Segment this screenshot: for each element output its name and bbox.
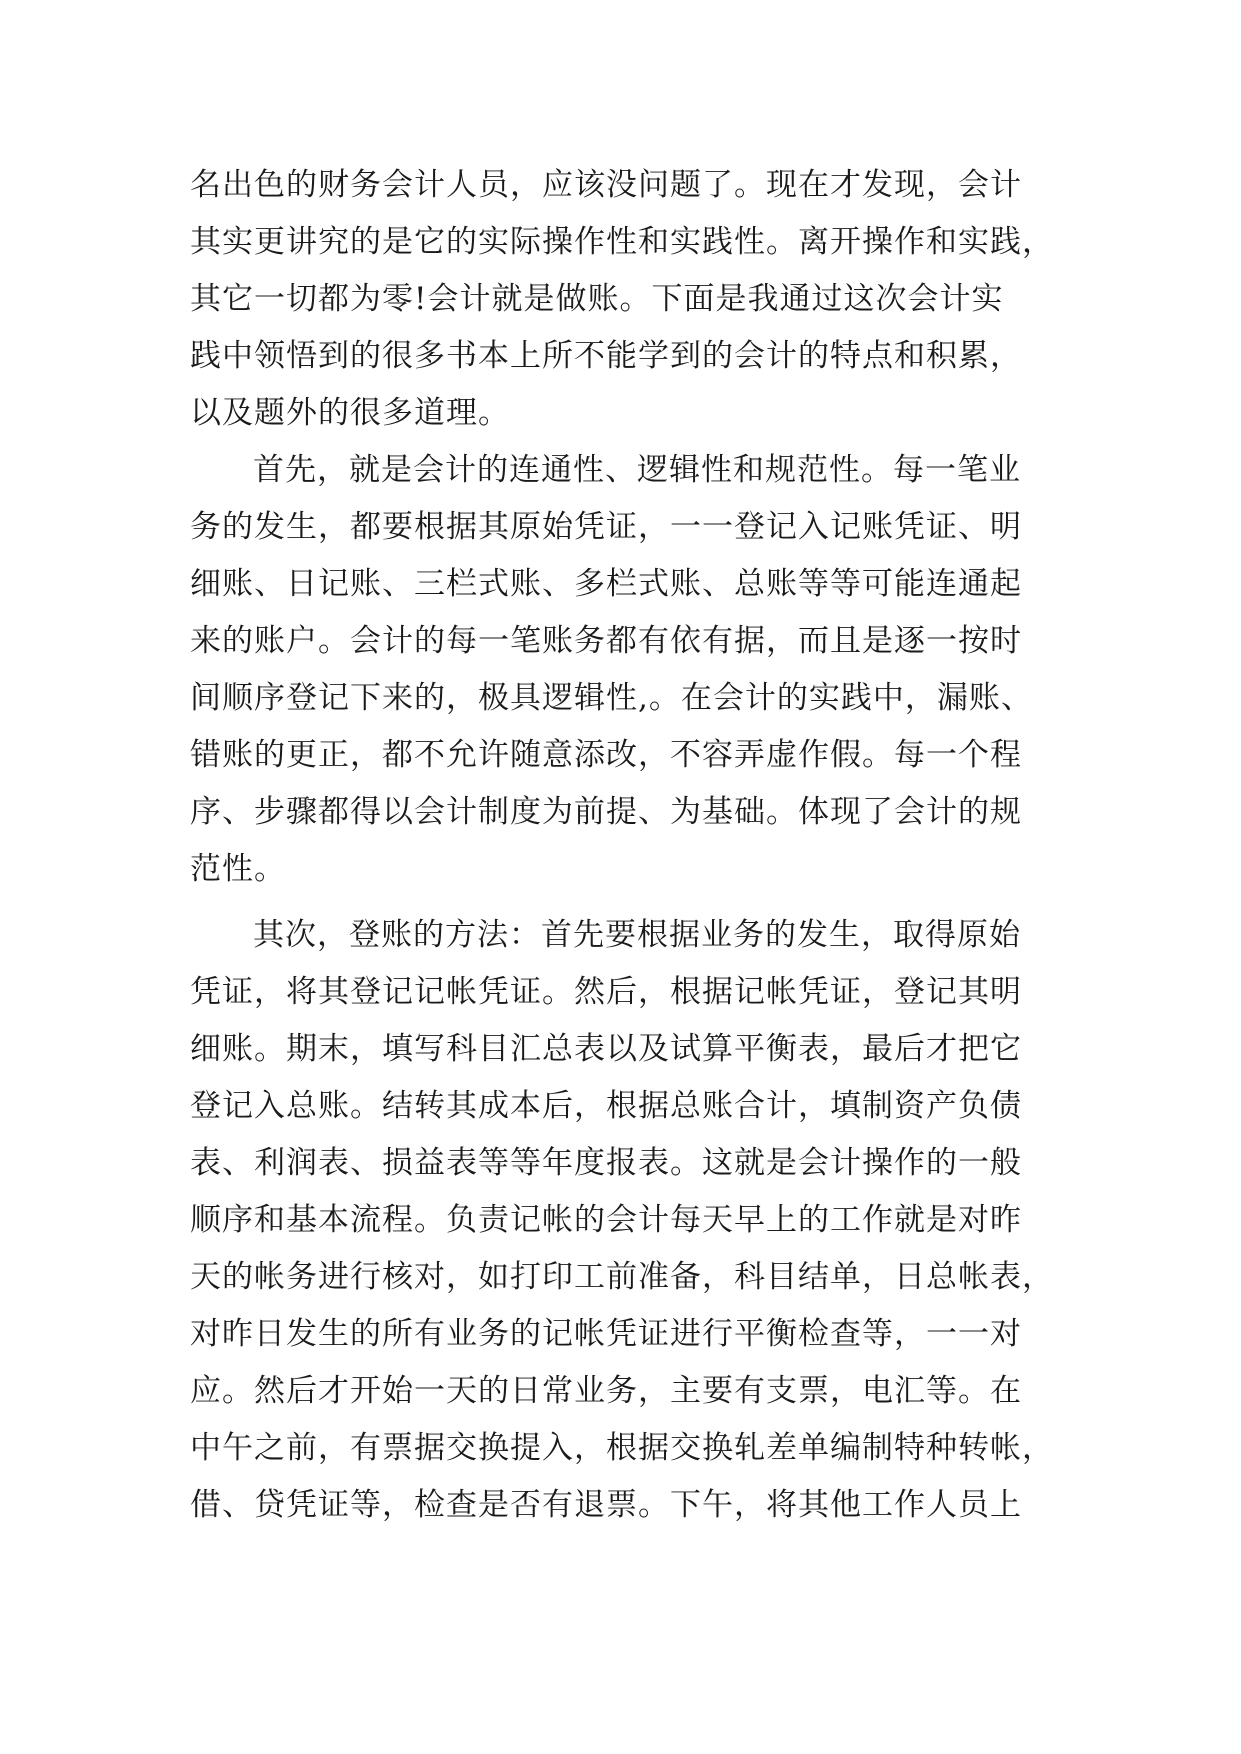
- text-line: 践中领悟到的很多书本上所不能学到的会计的特点和积累，: [190, 338, 1022, 374]
- text-line: 借、贷凭证等，检查是否有退票。下午，将其他工作人员上: [190, 1487, 1022, 1523]
- text-line: 天的帐务进行核对，如打印工前准备，科目结单，日总帐表，: [190, 1259, 1054, 1295]
- text-line: 其次，登账的方法：首先要根据业务的发生，取得原始: [253, 917, 1021, 953]
- text-line: 凭证，将其登记记帐凭证。然后，根据记帐凭证，登记其明: [190, 974, 1022, 1010]
- text-line: 登记入总账。结转其成本后，根据总账合计，填制资产负债: [190, 1088, 1022, 1124]
- text-line: 务的发生，都要根据其原始凭证，一一登记入记账凭证、明: [190, 509, 1022, 545]
- text-line: 表、利润表、损益表等等年度报表。这就是会计操作的一般: [190, 1145, 1022, 1181]
- text-line: 细账、日记账、三栏式账、多栏式账、总账等等可能连通起: [190, 566, 1022, 602]
- text-line: 名出色的财务会计人员，应该没问题了。现在才发现，会计: [190, 167, 1022, 203]
- text-line: 对昨日发生的所有业务的记帐凭证进行平衡检查等，一一对: [190, 1316, 1022, 1352]
- text-line: 范性。: [190, 851, 286, 887]
- text-line: 间顺序登记下来的，极具逻辑性,。在会计的实践中，漏账、: [190, 680, 1033, 716]
- text-line: 顺序和基本流程。负责记帐的会计每天早上的工作就是对昨: [190, 1202, 1022, 1238]
- text-line: 其实更讲究的是它的实际操作性和实践性。离开操作和实践，: [190, 224, 1054, 260]
- text-line: 首先，就是会计的连通性、逻辑性和规范性。每一笔业: [253, 452, 1021, 488]
- text-line: 其它一切都为零!会计就是做账。下面是我通过这次会计实: [190, 281, 1004, 317]
- text-line: 错账的更正，都不允许随意添改，不容弄虚作假。每一个程: [190, 737, 1022, 773]
- text-line: 细账。期末，填写科目汇总表以及试算平衡表，最后才把它: [190, 1031, 1022, 1067]
- paragraph-1: [190, 157, 1100, 442]
- text-line: 中午之前，有票据交换提入，根据交换轧差单编制特种转帐，: [190, 1430, 1054, 1466]
- paragraph-3: [190, 907, 1100, 1534]
- text-line: 来的账户。会计的每一笔账务都有依有据，而且是逐一按时: [190, 623, 1022, 659]
- text-line: 以及题外的很多道理。: [190, 395, 510, 431]
- body-text: [190, 157, 1100, 1534]
- paragraph-2: [190, 442, 1100, 898]
- text-line: 应。然后才开始一天的日常业务，主要有支票，电汇等。在: [190, 1373, 1022, 1409]
- text-line: 序、步骤都得以会计制度为前提、为基础。体现了会计的规: [190, 794, 1022, 830]
